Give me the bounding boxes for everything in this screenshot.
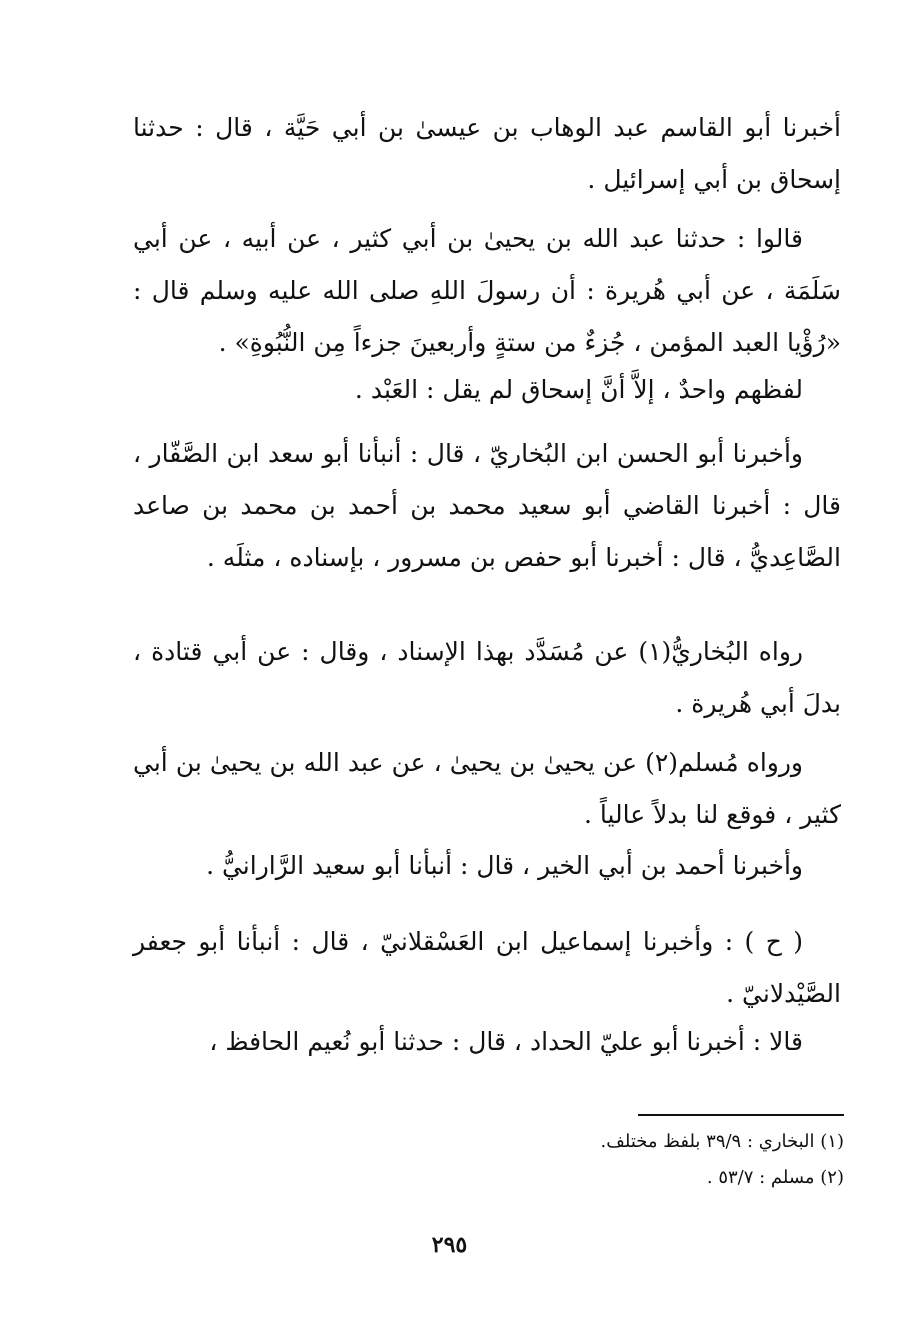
footnotes [400, 1124, 844, 1196]
paragraph-3: لفظهم واحدٌ ، إلاَّ أنَّ إسحاق لم يقل : العَبْد . [354, 375, 803, 404]
paragraph-1: أخبرنا أبو القاسم عبد الوهاب بن عيسىٰ بن أبي حَيَّة ، قال : حدثنا إسحاق بن أبي إسرائيل . [133, 113, 841, 194]
page-number: ٢٩٥ [431, 1232, 468, 1258]
paragraph-4: وأخبرنا أبو الحسن ابن البُخاريّ ، قال : أنبأنا أبو سعد ابن الصَّفّار ، قال : أخبرنا القاضي أبو سعيد محمد بن أحمد بن محمد بن صاعد الصَّاعِديُّ ، قال : أخبرنا أبو حفص بن مسرور ، بإسناده ، مثلَه . [133, 439, 841, 572]
footnote-divider [638, 1114, 844, 1116]
footnote-2: (٢) مسلم : ٥٣/٧ . [706, 1167, 844, 1188]
footnote-1: (١) البخاري : ٣٩/٩ بلفظ مختلف. [600, 1131, 844, 1152]
paragraph-8: ( ح ) : وأخبرنا إسماعيل ابن العَسْقلانيّ ، قال : أنبأنا أبو جعفر الصَّيْدلانيّ . [133, 927, 841, 1008]
paragraph-7: وأخبرنا أحمد بن أبي الخير ، قال : أنبأنا أبو سعيد الرَّارانيُّ . [206, 851, 803, 880]
paragraph-6: ورواه مُسلم(٢) عن يحيىٰ بن يحيىٰ ، عن عبد الله بن يحيىٰ بن أبي كثير ، فوقع لنا بدلاً عالياً . [133, 748, 841, 829]
paragraph-2: قالوا : حدثنا عبد الله بن يحيىٰ بن أبي كثير ، عن أبيه ، عن أبي سَلَمَة ، عن أبي هُريرة : أن رسولَ اللهِ صلى الله عليه وسلم قال : «رُؤْيا العبد المؤمن ، جُزءٌ من ستةٍ وأربعينَ جزءاً مِن النُّبُوةِ» . [133, 224, 841, 357]
paragraph-9: قالا : أخبرنا أبو عليّ الحداد ، قال : حدثنا أبو نُعيم الحافظ ، [209, 1027, 803, 1056]
paragraph-5: رواه البُخاريُّ(١) عن مُسَدَّد بهذا الإسناد ، وقال : عن أبي قتادة ، بدلَ أبي هُريرة . [133, 637, 841, 718]
